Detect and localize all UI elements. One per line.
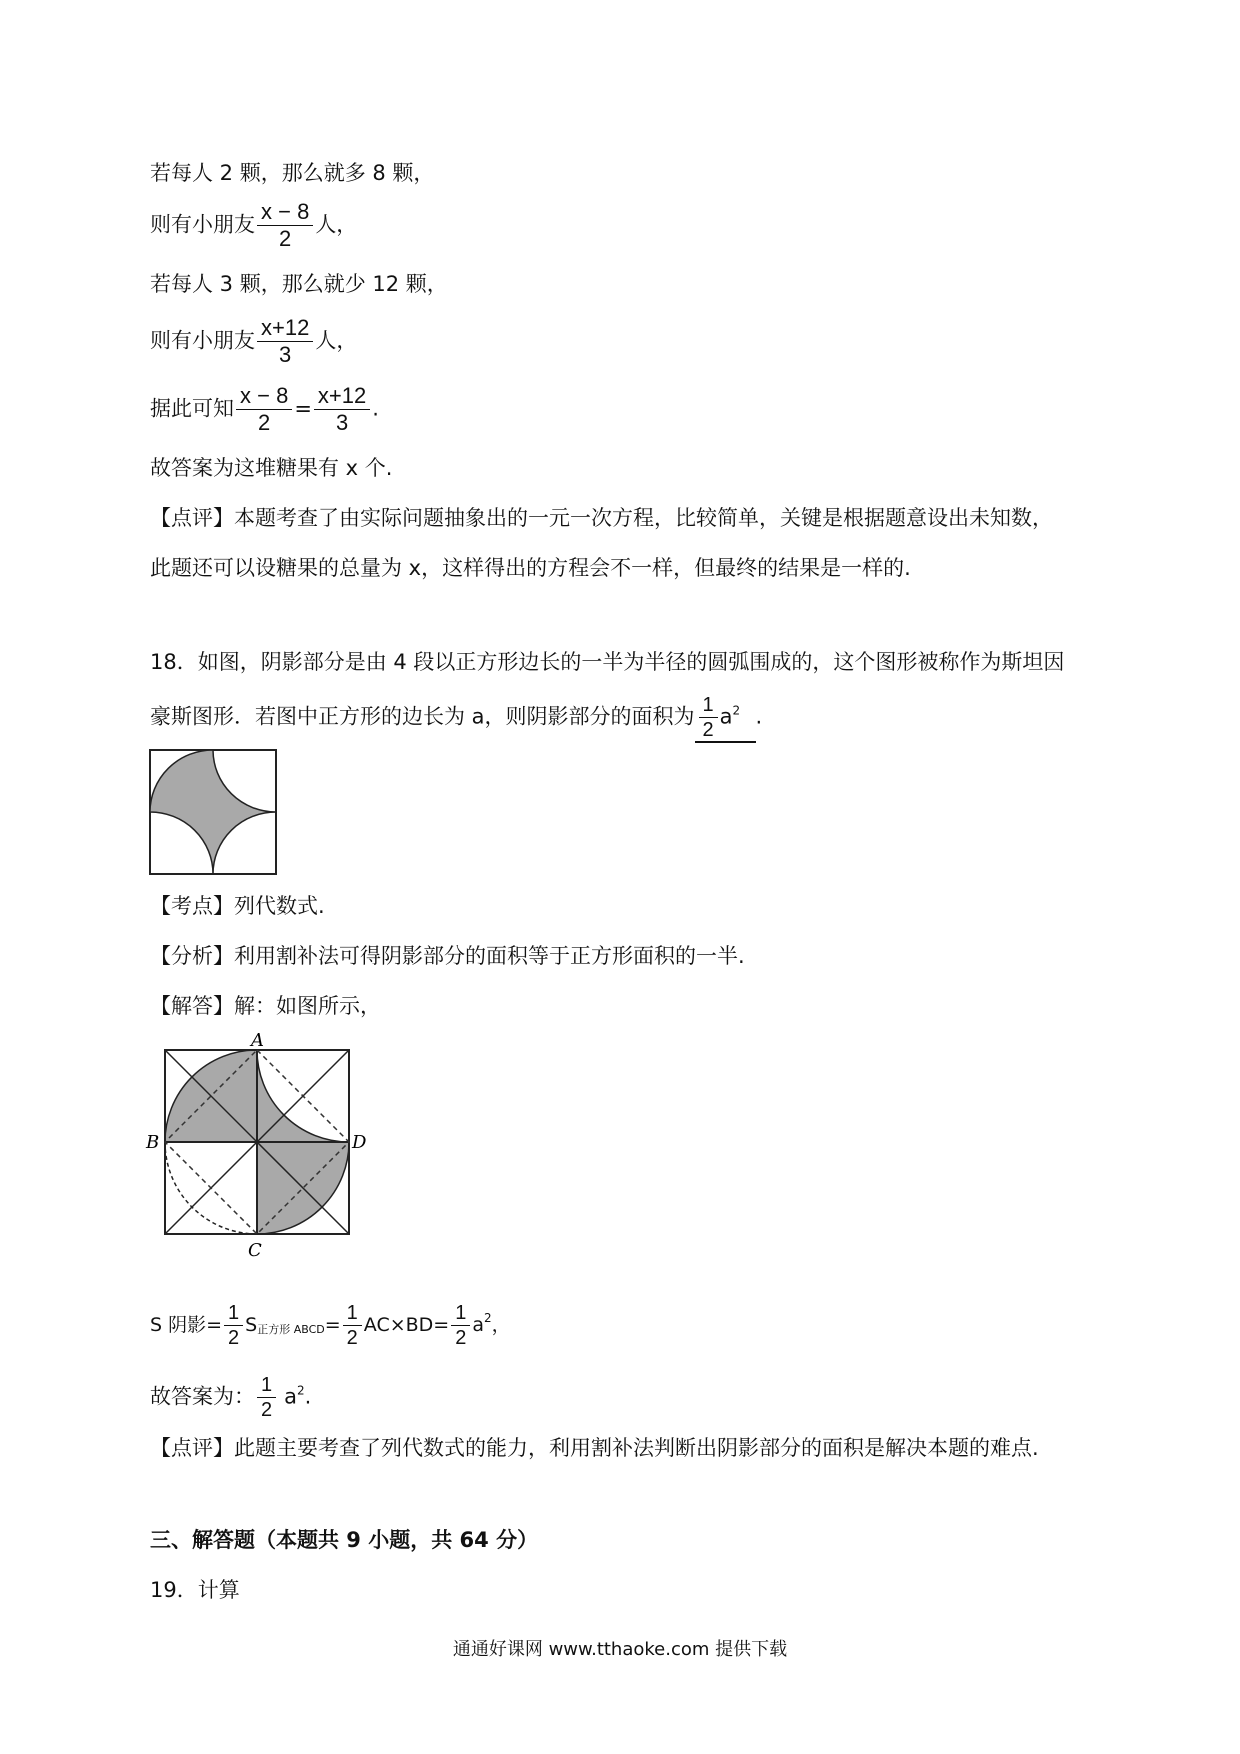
answer-line [150,1374,311,1421]
text: AC×BD= [363,1314,450,1336]
figure-solution-diagram [144,1030,384,1270]
figure-steinhaus-shape [148,748,282,878]
denominator: 2 [455,1327,467,1349]
denominator: 2 [258,410,271,435]
text-line: 若每人 2 颗，那么就多 8 颗， [150,161,435,185]
text: 豪斯图形．若图中正方形的边长为 a，则阴影部分的面积为 [150,704,695,729]
text: ， [491,1314,511,1336]
subscript: 正方形 ABCD [257,1323,325,1336]
numerator: x − 8 [236,384,292,410]
fraction [257,1374,276,1421]
text: 故答案为： [150,1384,255,1409]
kaodian-line: 【考点】列代数式. [150,894,325,918]
text: . [372,396,379,421]
comment-line: 此题还可以设糖果的总量为 x，这样得出的方程会不一样，但最终的结果是一样的. [150,556,911,580]
text: 人， [315,328,358,353]
text: 据此可知 [150,396,234,421]
denominator: 3 [335,410,349,435]
area-formula-line [150,1302,511,1349]
numerator: x − 8 [257,200,313,226]
fraction [236,384,292,435]
dianping-line: 【点评】此题主要考查了列代数式的能力，利用割补法判断出阴影部分的面积是解决本题的难点. [150,1436,1039,1460]
denominator: 2 [702,719,714,741]
text: . [755,704,763,729]
page-footer: 通通好课网 www.tthaoke.com 提供下载 [452,1639,788,1660]
denominator: 2 [346,1327,358,1349]
fraction [451,1302,470,1349]
numerator: 1 [257,1374,276,1398]
numerator: x+12 [314,384,370,410]
question-19: 19．计算 [150,1578,240,1602]
text: = [324,1314,341,1336]
text: S [245,1314,258,1336]
fraction [257,316,313,367]
text: 人， [315,212,358,237]
text-line: 若每人 3 颗，那么就少 12 颗， [150,272,448,296]
numerator: 1 [699,694,718,718]
numerator: 1 [451,1302,470,1326]
fraction [699,694,718,741]
denominator: 2 [228,1327,240,1349]
answer-blank [695,694,756,743]
numerator: x+12 [257,316,313,342]
label-d: D [352,1132,367,1153]
jieda-line: 【解答】解：如图所示， [150,994,381,1018]
comment-line: 【点评】本题考查了由实际问题抽象出的一元一次方程，比较简单，关键是根据题意设出未知数， [150,506,1053,530]
exponent: 2 [732,703,741,718]
equation-line [150,384,379,435]
fraction [343,1302,362,1349]
denominator: 2 [279,226,292,251]
denominator: 2 [261,1399,273,1421]
text: 则有小朋友 [150,328,255,353]
denominator: 3 [279,342,292,367]
equals: = [294,396,312,421]
text: . [304,1384,312,1409]
section-heading: 三、解答题（本题共 9 小题，共 64 分） [150,1528,539,1552]
exponent: 2 [484,1311,492,1325]
numerator: 1 [343,1302,362,1326]
numerator: 1 [224,1302,243,1326]
fraction [257,200,313,251]
variable: a [284,1384,297,1409]
fraction [224,1302,243,1349]
text-line-fraction [150,316,357,367]
exponent: 2 [297,1383,305,1398]
text-line: 故答案为这堆糖果有 x 个. [150,456,393,480]
label-c: C [248,1240,262,1261]
text-line-fraction [150,200,357,251]
label-b: B [146,1132,160,1153]
text: S 阴影= [150,1314,223,1336]
question-18-line2 [150,694,762,743]
label-a: A [251,1030,264,1051]
text: 则有小朋友 [150,212,255,237]
variable: a [472,1314,485,1336]
fenxi-line: 【分析】利用割补法可得阴影部分的面积等于正方形面积的一半. [150,944,745,968]
fraction [314,384,370,435]
question-18-line1: 18．如图，阴影部分是由 4 段以正方形边长的一半为半径的圆弧围成的，这个图形被称作为斯坦因 [150,650,1065,674]
variable: a [719,704,733,729]
